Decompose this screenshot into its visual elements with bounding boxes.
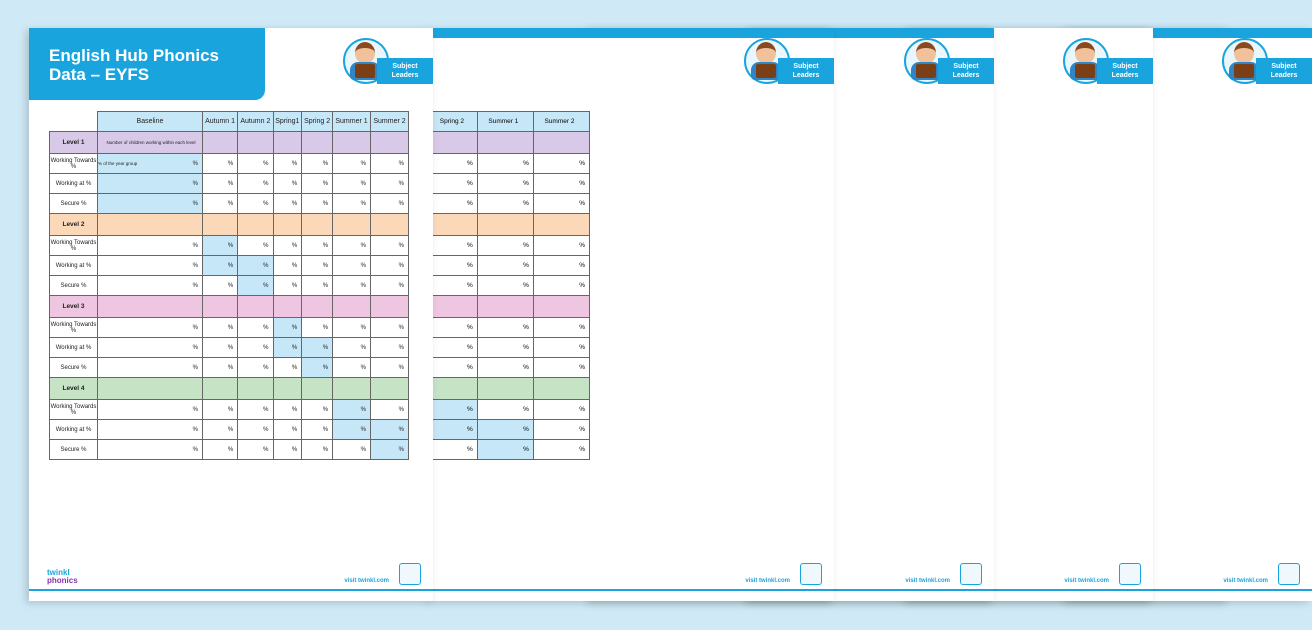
subject-leaders-badge: Subject Leaders [1220, 36, 1312, 96]
table-row [431, 400, 590, 420]
percent-input-cell[interactable]: % [302, 256, 333, 276]
percent-input-cell[interactable]: % [202, 358, 237, 378]
level-band-row [431, 378, 590, 400]
table-row [431, 338, 590, 358]
percent-input-cell[interactable]: % [370, 318, 408, 338]
percent-input-cell[interactable]: % [273, 318, 302, 338]
band-cell [273, 214, 302, 236]
percent-input-cell[interactable]: % [370, 276, 408, 296]
percent-input-cell[interactable]: % [98, 256, 203, 276]
page-header [29, 28, 265, 100]
table-row [431, 236, 590, 256]
percent-input-cell[interactable]: % [333, 236, 371, 256]
percent-input-cell[interactable]: % [477, 420, 533, 440]
band-cell [238, 132, 273, 154]
table-row [431, 276, 590, 296]
percent-input-cell[interactable]: % [370, 358, 408, 378]
table-row [50, 358, 409, 378]
table-row [50, 440, 409, 460]
band-cell [477, 296, 533, 318]
row-label: Secure % [50, 194, 98, 214]
level-band-row [50, 378, 409, 400]
percent-input-cell[interactable]: % [431, 400, 478, 420]
quality-mark-icon [1278, 563, 1300, 585]
percent-input-cell[interactable]: % [273, 194, 302, 214]
percent-input-cell[interactable]: % [238, 236, 273, 256]
band-cell [477, 214, 533, 236]
band-cell [477, 132, 533, 154]
percent-input-cell[interactable]: % [477, 440, 533, 460]
percent-input-cell[interactable]: % [333, 440, 371, 460]
level-band-row [50, 132, 409, 154]
band-cell [202, 296, 237, 318]
band-cell [370, 214, 408, 236]
band-cell [202, 214, 237, 236]
table-row [50, 194, 409, 214]
band-cell [202, 378, 237, 400]
subject-leaders-badge: Subject Leaders [742, 36, 834, 96]
percent-input-cell[interactable]: % [202, 194, 237, 214]
percent-input-cell[interactable]: % [302, 276, 333, 296]
percent-input-cell[interactable]: % [302, 420, 333, 440]
percent-input-cell[interactable]: % [533, 318, 589, 338]
percent-input-cell[interactable]: % [202, 400, 237, 420]
row-label: Working Towards % [50, 318, 98, 338]
band-cell [238, 214, 273, 236]
percent-input-cell[interactable]: % [533, 420, 589, 440]
percent-input-cell[interactable]: % [370, 256, 408, 276]
band-cell [533, 296, 589, 318]
percent-input-cell[interactable]: % [431, 236, 478, 256]
percent-input-cell[interactable]: % [333, 154, 371, 174]
percent-input-cell[interactable]: % [477, 154, 533, 174]
band-cell [273, 132, 302, 154]
percent-input-cell[interactable]: % [273, 440, 302, 460]
table-row [431, 440, 590, 460]
percent-input-cell[interactable]: % [238, 276, 273, 296]
band-cell [533, 132, 589, 154]
percent-input-cell[interactable]: % [333, 256, 371, 276]
level-band-row [50, 296, 409, 318]
percent-input-cell[interactable]: % [370, 154, 408, 174]
percent-input-cell[interactable]: % [533, 236, 589, 256]
percent-input-cell[interactable]: % [333, 174, 371, 194]
twinkl-phonics-logo: twinkl phonics [47, 568, 78, 585]
percent-input-cell[interactable]: % [202, 174, 237, 194]
band-cell [238, 296, 273, 318]
percent-input-cell[interactable]: % [238, 420, 273, 440]
table-row [50, 236, 409, 256]
table-row [431, 318, 590, 338]
percent-input-cell[interactable]: % [431, 256, 478, 276]
percent-input-cell[interactable]: % [273, 420, 302, 440]
table-row [431, 256, 590, 276]
percent-input-cell[interactable]: % [370, 400, 408, 420]
percent-input-cell[interactable]: % [98, 420, 203, 440]
percent-input-cell[interactable]: % [98, 358, 203, 378]
percent-input-cell[interactable]: % [370, 440, 408, 460]
percent-input-cell[interactable]: % [431, 194, 478, 214]
page-title-line2: Data – EYFS [49, 65, 150, 84]
band-cell [431, 378, 478, 400]
band-cell [98, 214, 203, 236]
percent-input-cell[interactable]: % [202, 318, 237, 338]
percent-input-cell[interactable]: % [238, 154, 273, 174]
percent-input-cell[interactable]: % [431, 318, 478, 338]
quality-mark-icon [800, 563, 822, 585]
band-cell [431, 214, 478, 236]
percent-input-cell[interactable]: % [238, 440, 273, 460]
row-label: Working Towards % [50, 400, 98, 420]
percent-input-cell[interactable]: % [238, 400, 273, 420]
quality-mark-icon [960, 563, 982, 585]
band-cell [477, 378, 533, 400]
percent-input-cell[interactable]: % [533, 154, 589, 174]
level-band-row [50, 214, 409, 236]
eyfs-tracker-table: Baseline Autumn 1 Autumn 2 Spring1 Spring 2 Summer 1 Summer 2 Level 1 Number of children working within each level Working Towards % % of the year group % % % % % % % Working at % % % % % % % % Secure % % % % % % % % Level 2 Working Towards % % % % % % % % Working at % % % % % % % % Secure % % % % % % % % Level 3 Working Towards % % % % % % % % Working at % % % % % % % % Secure % % % % % % % % Level 4 Working Towards % % % % % % % % Working at % % % % % % % % Secure % % % % % % % % [49, 111, 409, 460]
percent-input-cell[interactable]: % [202, 236, 237, 256]
percent-input-cell[interactable]: % [273, 236, 302, 256]
percent-input-cell[interactable]: % [333, 338, 371, 358]
band-cell [302, 378, 333, 400]
table-row [431, 174, 590, 194]
percent-input-cell[interactable]: % [370, 420, 408, 440]
band-cell [431, 296, 478, 318]
percent-input-cell[interactable]: % [238, 174, 273, 194]
percent-input-cell[interactable]: % [238, 256, 273, 276]
percent-input-cell[interactable]: % [302, 194, 333, 214]
row-label: Working at % [50, 420, 98, 440]
row-label: Working Towards % [50, 236, 98, 256]
band-cell [202, 132, 237, 154]
percent-input-cell[interactable]: % [533, 174, 589, 194]
band-cell [302, 132, 333, 154]
page-year1-year2: Subject Leaders visit twinkl.com [908, 28, 1312, 601]
band-cell [302, 296, 333, 318]
row-label: Secure % [50, 358, 98, 378]
table-row [431, 154, 590, 174]
percent-input-cell[interactable]: % [333, 420, 371, 440]
percent-input-cell[interactable]: % [533, 358, 589, 378]
percent-sign: % [192, 160, 198, 167]
percent-input-cell[interactable]: % [98, 194, 203, 214]
percent-input-cell[interactable]: % [477, 174, 533, 194]
band-cell [333, 132, 371, 154]
percent-input-cell[interactable]: % [370, 194, 408, 214]
percent-input-cell[interactable]: % [273, 400, 302, 420]
level-label: Level 1 [50, 132, 98, 154]
level-label: Level 4 [50, 378, 98, 400]
table-row [50, 338, 409, 358]
percent-input-cell[interactable]: % [477, 318, 533, 338]
percent-input-cell[interactable]: % [238, 194, 273, 214]
percent-input-cell[interactable]: % [302, 440, 333, 460]
band-cell [533, 378, 589, 400]
band-cell [273, 378, 302, 400]
level-band-row [431, 296, 590, 318]
percent-input-cell[interactable]: % [302, 154, 333, 174]
percent-input-cell[interactable]: % [477, 358, 533, 378]
band-cell [333, 214, 371, 236]
percent-input-cell[interactable] [98, 154, 203, 174]
term-table: Spring 2 Summer 1 Summer 2 % % % % % % % % % % % % % % % % % % % % % % % % % % % % % % % % % % % % [430, 111, 590, 460]
percent-input-cell[interactable]: % [370, 338, 408, 358]
band-cell [370, 378, 408, 400]
percent-input-cell[interactable]: % [98, 174, 203, 194]
table-row [50, 400, 409, 420]
page-year-groups: Subject Leaders visit twinkl.com [749, 28, 1153, 601]
percent-input-cell[interactable]: % [333, 400, 371, 420]
percent-input-cell[interactable]: % [333, 194, 371, 214]
percent-input-cell[interactable]: % [273, 174, 302, 194]
percent-input-cell[interactable]: % [533, 256, 589, 276]
table-row [50, 420, 409, 440]
percent-input-cell[interactable]: % [477, 236, 533, 256]
percent-input-cell[interactable]: % [202, 154, 237, 174]
percent-input-cell[interactable]: % [477, 400, 533, 420]
percent-input-cell[interactable]: % [273, 256, 302, 276]
subject-leaders-badge: Subject Leaders [902, 36, 994, 96]
percent-input-cell[interactable]: % [238, 338, 273, 358]
band-cell [273, 296, 302, 318]
level-band-row [431, 214, 590, 236]
subject-leaders-badge: Subject Leaders [341, 36, 433, 96]
percent-input-cell[interactable]: % [431, 358, 478, 378]
table-row [50, 154, 409, 174]
page-eyfs-tracker [29, 28, 433, 601]
percent-input-cell[interactable]: % [431, 276, 478, 296]
page-data-copy-1: Subject Leaders Spring 2 Summer 1 Summer 2 % % % % % % % % % % % % % % % % % % % % % % % % % % % % % % % % % % % % visit twinkl.com [430, 28, 834, 601]
percent-input-cell[interactable]: % [533, 400, 589, 420]
row-label: Working at % [50, 256, 98, 276]
quality-mark-icon [399, 563, 421, 585]
row-label: Working at % [50, 174, 98, 194]
row-label: Working Towards % [50, 154, 98, 174]
percent-input-cell[interactable]: % [431, 154, 478, 174]
table-row [50, 276, 409, 296]
band-cell [431, 132, 478, 154]
percent-input-cell[interactable]: % [370, 174, 408, 194]
percent-input-cell[interactable]: % [431, 174, 478, 194]
page-title-line1: English Hub Phonics [49, 46, 220, 65]
percent-input-cell[interactable]: % [477, 276, 533, 296]
year-group-note: % of the year group [98, 160, 138, 166]
percent-input-cell[interactable]: % [302, 400, 333, 420]
percent-input-cell[interactable]: % [477, 256, 533, 276]
band-cell [370, 132, 408, 154]
table-row [50, 318, 409, 338]
table-row [50, 174, 409, 194]
percent-input-cell[interactable]: % [302, 318, 333, 338]
percent-input-cell[interactable]: % [370, 236, 408, 256]
level-band-row [431, 132, 590, 154]
band-cell [333, 296, 371, 318]
percent-input-cell[interactable]: % [333, 318, 371, 338]
quality-mark-icon [1119, 563, 1141, 585]
row-label: Secure % [50, 276, 98, 296]
percent-input-cell[interactable]: % [302, 236, 333, 256]
percent-input-cell[interactable]: % [273, 358, 302, 378]
percent-input-cell[interactable]: % [98, 276, 203, 296]
band-cell [98, 296, 203, 318]
subject-leaders-badge: Subject Leaders [1061, 36, 1153, 96]
percent-input-cell[interactable]: % [302, 358, 333, 378]
page-data-copy-2: Subject Leaders visit twinkl.com [590, 28, 994, 601]
level-label: Level 2 [50, 214, 98, 236]
percent-input-cell[interactable]: % [333, 358, 371, 378]
percent-input-cell[interactable]: % [477, 338, 533, 358]
percent-input-cell[interactable]: % [273, 154, 302, 174]
table-row [431, 420, 590, 440]
percent-input-cell[interactable]: % [431, 420, 478, 440]
row-label: Secure % [50, 440, 98, 460]
visit-link[interactable]: visit twinkl.com [344, 578, 389, 584]
percent-input-cell[interactable]: % [431, 338, 478, 358]
percent-input-cell[interactable]: % [98, 440, 203, 460]
percent-input-cell[interactable]: % [533, 276, 589, 296]
band-cell [302, 214, 333, 236]
band-cell [370, 296, 408, 318]
band-cell [533, 214, 589, 236]
percent-input-cell[interactable]: % [333, 276, 371, 296]
row-label: Working at % [50, 338, 98, 358]
percent-input-cell[interactable]: % [302, 338, 333, 358]
percent-input-cell[interactable]: % [202, 440, 237, 460]
level-label: Level 3 [50, 296, 98, 318]
table-row [50, 256, 409, 276]
band-cell [333, 378, 371, 400]
percent-input-cell[interactable]: % [98, 236, 203, 256]
percent-input-cell[interactable]: % [533, 440, 589, 460]
percent-input-cell[interactable]: % [202, 338, 237, 358]
band-cell [98, 378, 203, 400]
percent-input-cell[interactable]: % [98, 400, 203, 420]
percent-input-cell[interactable]: % [202, 256, 237, 276]
percent-input-cell[interactable]: % [202, 420, 237, 440]
percent-input-cell[interactable]: % [98, 338, 203, 358]
percent-input-cell[interactable]: % [238, 358, 273, 378]
percent-input-cell[interactable]: % [273, 338, 302, 358]
percent-input-cell[interactable]: % [477, 194, 533, 214]
band-cell [238, 378, 273, 400]
level-note: Number of children working within each level [98, 132, 203, 154]
percent-input-cell[interactable]: % [431, 440, 478, 460]
percent-input-cell[interactable]: % [98, 318, 203, 338]
table-row [431, 194, 590, 214]
percent-input-cell[interactable]: % [238, 318, 273, 338]
percent-input-cell[interactable]: % [533, 338, 589, 358]
table-row [431, 358, 590, 378]
percent-input-cell[interactable]: % [302, 174, 333, 194]
percent-input-cell[interactable]: % [273, 276, 302, 296]
percent-input-cell[interactable]: % [533, 194, 589, 214]
percent-input-cell[interactable]: % [202, 276, 237, 296]
